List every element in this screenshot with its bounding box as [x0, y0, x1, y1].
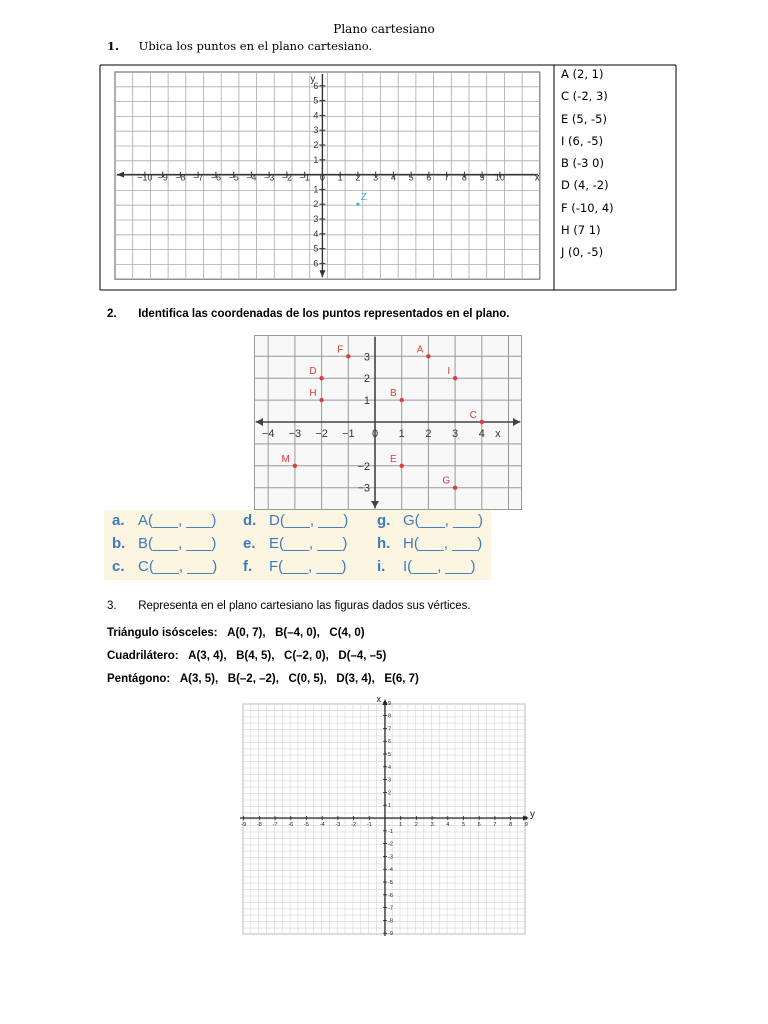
q3-horizontal-axis-label: y — [530, 809, 535, 820]
q3-x-tick-label: -1 — [366, 822, 372, 828]
q1-x-tick-label: −7 — [193, 172, 204, 183]
q2-answer-box — [104, 510, 491, 580]
question-3-number: 3. — [107, 600, 117, 612]
q3-vertical-axis-arrow — [383, 699, 388, 705]
answer-item — [243, 512, 348, 529]
q2-x-tick-label: 2 — [425, 428, 432, 440]
q3-y-tick-label: 8 — [388, 713, 392, 720]
q2-point — [480, 420, 484, 424]
q3-y-tick-label: 3 — [388, 777, 392, 784]
q1-y-tick-label: 4 — [313, 110, 319, 121]
question-1 — [107, 39, 372, 53]
point-list-item: F (-10, 4) — [561, 200, 614, 215]
q1-y-tick-label: 3 — [313, 214, 319, 224]
q1-x-tick-label: 6 — [426, 172, 432, 183]
q1-x-tick-label: 8 — [461, 172, 467, 183]
q1-y-tick-label: 6 — [313, 258, 319, 269]
question-2-number: 2. — [107, 308, 117, 320]
point-list-item: J (0, -5) — [561, 245, 604, 260]
q2-x-tick-label: −3 — [288, 428, 302, 440]
answer-letter: g. — [377, 512, 391, 529]
question-1-number: 1. — [107, 39, 120, 53]
q1-x-tick-label: −4 — [246, 172, 257, 183]
answer-blank: C(___, ___) — [138, 558, 218, 575]
q3-x-tick-label: -6 — [288, 822, 294, 828]
answer-item — [243, 535, 347, 552]
q1-marked-point — [356, 203, 359, 206]
q1-cartesian-grid — [115, 72, 540, 279]
q1-y-tick-label: 1 — [313, 154, 319, 165]
q2-y-tick-label: 2 — [363, 373, 370, 386]
q2-x-tick-label: 1 — [398, 428, 405, 440]
q3-y-tick-label: -8 — [388, 918, 393, 925]
q2-point-label: G — [442, 475, 451, 487]
q3-x-tick-label: 3 — [430, 822, 434, 828]
q2-point — [400, 464, 404, 468]
q1-x-tick-label: −6 — [210, 172, 222, 183]
question-2-text: Identifica las coordenadas de los puntos representados en el plano. — [138, 308, 510, 320]
q2-point-label: B — [390, 388, 397, 400]
q3-y-tick-label: 9 — [388, 700, 392, 707]
answer-blank: D(___, ___) — [269, 512, 349, 529]
q1-x-tick-label: 9 — [479, 172, 485, 183]
q3-x-tick-label: -5 — [304, 822, 309, 828]
q1-y-tick-label: 2 — [313, 140, 319, 150]
point-list-item: A (2, 1) — [561, 67, 604, 81]
q3-y-tick-label: -7 — [388, 905, 393, 912]
answer-letter: h. — [377, 535, 391, 552]
q1-x-tick-label: 4 — [390, 172, 396, 183]
answer-item — [377, 535, 482, 552]
question-1-text: Ubica los puntos en el plano cartesiano. — [138, 39, 373, 53]
answer-blank: B(___, ___) — [138, 535, 217, 552]
q1-x-tick-label: −10 — [137, 172, 153, 183]
answer-blank: I(___, ___) — [403, 558, 476, 575]
q3-y-tick-label: -5 — [388, 880, 393, 886]
pentagon-vertices: A(3, 5), B(–2, –2), C(0, 5), D(3, 4), E(6, 7) — [179, 673, 419, 685]
q3-x-tick-label: -7 — [272, 822, 278, 828]
q2-x-tick-label: 4 — [478, 428, 485, 440]
q3-y-tick-label: 1 — [388, 803, 392, 810]
q3-x-tick-label: -9 — [241, 822, 247, 828]
q2-point — [319, 376, 323, 380]
q3-cartesian-plane — [234, 693, 544, 939]
q2-point-label: E — [390, 453, 397, 465]
q2-point — [453, 486, 457, 490]
page-title: Plano cartesiano — [333, 22, 435, 36]
answer-letter: i. — [377, 558, 386, 575]
point-list-item: C (-2, 3) — [561, 89, 608, 104]
q2-point — [293, 464, 297, 468]
q3-x-tick-label: -2 — [351, 822, 357, 828]
q2-x-tick-label: −4 — [261, 428, 275, 440]
q1-y-tick-label: 3 — [313, 125, 319, 136]
q2-x-tick-label: 3 — [452, 428, 459, 440]
q2-point — [346, 354, 350, 358]
q3-y-tick-label: 7 — [388, 726, 392, 733]
q1-x-tick-label: 0 — [319, 172, 325, 183]
q1-x-tick-label: −3 — [264, 172, 275, 183]
triangle-vertices: A(0, 7), B(–4, 0), C(4, 0) — [227, 627, 365, 639]
q3-y-tick-label: 2 — [388, 790, 392, 797]
answer-blank: A(___, ___) — [138, 512, 217, 529]
point-list-item: E (5, -5) — [561, 111, 607, 126]
q1-x-tick-label: 1 — [337, 172, 343, 183]
q1-x-tick-label: −9 — [157, 172, 168, 183]
q1-y-tick-label: 5 — [313, 95, 319, 106]
question-2 — [107, 308, 510, 320]
answer-item — [112, 512, 216, 529]
q3-x-tick-label: 6 — [477, 822, 481, 828]
q3-y-tick-label: 6 — [388, 739, 392, 746]
point-list-item: I (6, -5) — [561, 133, 604, 148]
pentagon-name: Pentágono: — [107, 673, 171, 685]
q3-y-tick-label: -2 — [388, 841, 393, 848]
answer-item — [112, 558, 217, 575]
q3-grid — [240, 694, 535, 937]
point-list-item: H (7 1) — [561, 223, 601, 238]
q2-y-tick-label: 3 — [363, 351, 370, 364]
q3-x-tick-label: 5 — [461, 822, 466, 828]
pentagon-line — [107, 673, 419, 685]
q1-y-tick-label: 6 — [313, 80, 319, 91]
answer-letter: d. — [243, 512, 257, 529]
q2-point-label: F — [337, 344, 344, 356]
q1-points-list — [561, 67, 614, 268]
q3-x-tick-label: 7 — [493, 822, 497, 828]
answer-blank: H(___, ___) — [403, 535, 483, 552]
question-3 — [107, 600, 471, 612]
q2-y-tick-label: −2 — [357, 460, 370, 473]
q1-x-tick-label: 7 — [444, 172, 450, 183]
q2-x-tick-label: 0 — [371, 428, 379, 440]
quadrilateral-name: Cuadrilátero: — [107, 650, 179, 662]
q3-x-tick-label: 4 — [446, 822, 450, 828]
q1-x-tick-label: 10 — [494, 172, 505, 183]
answer-letter: c. — [112, 558, 125, 575]
q2-point-label: M — [281, 453, 290, 465]
q3-x-tick-label: 9 — [524, 822, 528, 828]
q1-y-tick-label: 1 — [313, 184, 319, 195]
q1-marked-point-label: Z — [360, 192, 368, 204]
q2-y-tick-label: 1 — [363, 395, 370, 408]
q3-y-tick-label: -6 — [388, 892, 393, 899]
q3-y-tick-label: -3 — [388, 854, 393, 861]
q2-x-tick-label: −2 — [315, 428, 328, 440]
q1-x-tick-label: −1 — [299, 172, 310, 183]
q1-y-axis-label: y — [310, 74, 316, 85]
q2-x-tick-label: −1 — [342, 428, 355, 440]
answer-blank: G(___, ___) — [403, 512, 484, 529]
q2-point — [426, 354, 430, 358]
q2-y-tick-label: −3 — [357, 482, 370, 495]
q2-point-label: I — [447, 366, 451, 378]
q1-x-tick-label: 5 — [408, 172, 414, 183]
q2-point — [453, 376, 457, 380]
q3-x-tick-label: -8 — [256, 822, 262, 828]
quadrilateral-line — [107, 650, 386, 662]
q2-point-label: H — [309, 388, 317, 400]
triangle-line — [107, 627, 365, 639]
q2-point — [400, 398, 404, 402]
answer-letter: a. — [112, 512, 125, 529]
q3-x-tick-label: -4 — [319, 822, 325, 828]
q1-x-tick-label: −5 — [228, 172, 239, 183]
q1-y-tick-label: 4 — [313, 228, 319, 239]
q3-y-tick-label: -1 — [388, 828, 393, 835]
q1-x-axis-label: x — [534, 172, 540, 184]
answer-letter: e. — [243, 535, 256, 552]
q2-point-label: C — [469, 410, 477, 421]
q3-y-tick-label: -9 — [388, 931, 393, 938]
answer-item — [112, 535, 216, 552]
q3-vertical-axis-label: x — [376, 694, 381, 704]
q1-x-tick-label: −2 — [281, 172, 293, 183]
answer-blank: F(___, ___) — [269, 558, 347, 575]
q3-y-tick-label: 5 — [388, 752, 392, 758]
q3-x-tick-label: 8 — [509, 822, 513, 828]
answer-letter: b. — [112, 535, 126, 552]
q2-point — [319, 398, 323, 402]
q2-point-label: D — [309, 366, 317, 378]
answer-letter: f. — [243, 558, 253, 575]
q3-x-tick-label: 1 — [399, 822, 403, 828]
q2-cartesian-plane — [254, 335, 522, 510]
q3-x-tick-label: 2 — [414, 822, 418, 828]
q1-x-tick-label: 3 — [373, 172, 379, 183]
answer-item — [377, 512, 483, 529]
answer-blank: E(___, ___) — [269, 535, 348, 552]
answer-item — [243, 558, 347, 575]
q3-y-tick-label: -4 — [388, 867, 393, 874]
q3-x-tick-label: -3 — [335, 822, 341, 828]
q1-x-tick-label: −8 — [175, 172, 186, 183]
q1-x-tick-label: 2 — [355, 172, 361, 183]
q3-y-tick-label: 4 — [388, 764, 392, 771]
q1-y-tick-label: 2 — [313, 199, 319, 210]
q2-point-label: A — [416, 344, 424, 356]
answer-item — [377, 558, 476, 575]
quadrilateral-vertices: A(3, 4), B(4, 5), C(–2, 0), D(–4, –5) — [188, 650, 387, 662]
point-list-item: D (4, -2) — [561, 178, 609, 193]
q2-x-axis-label: x — [495, 428, 501, 440]
point-list-item: B (-3 0) — [561, 156, 604, 171]
q1-y-tick-label: 5 — [313, 243, 319, 254]
triangle-name: Triángulo isósceles: — [107, 627, 218, 639]
question-3-text: Representa en el plano cartesiano las figuras dados sus vértices. — [138, 600, 471, 612]
